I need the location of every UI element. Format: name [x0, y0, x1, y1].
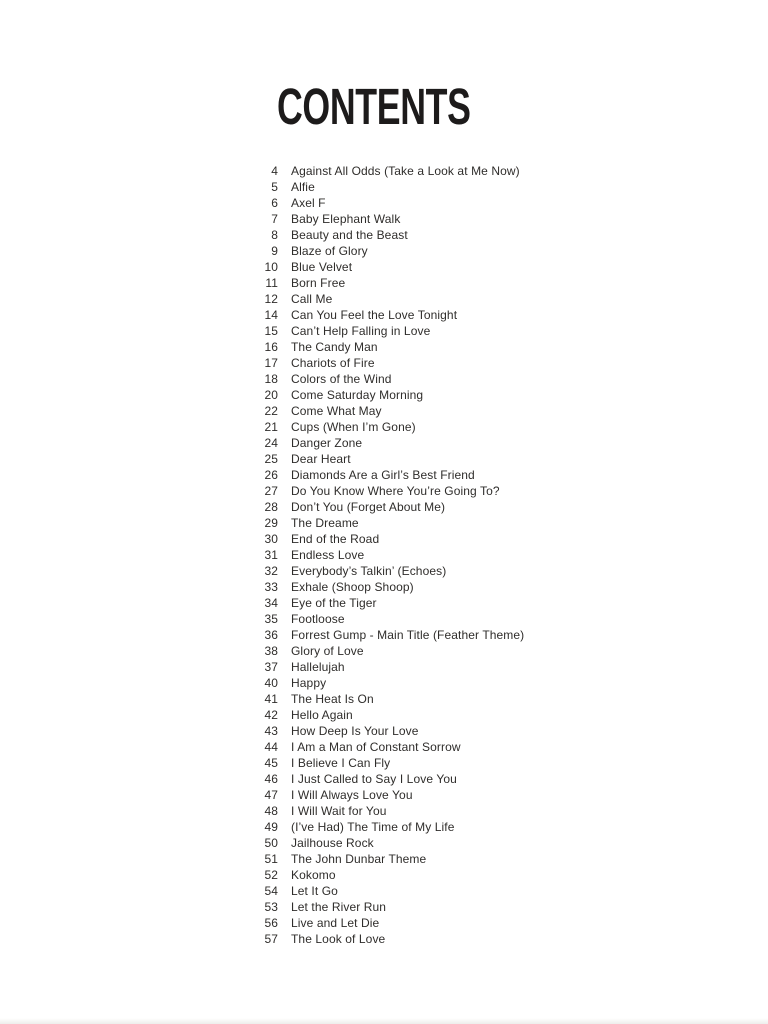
toc-entry-song-title: Against All Odds (Take a Look at Me Now) — [291, 164, 520, 178]
toc-entry-page-number: 21 — [264, 420, 278, 434]
toc-entry-song-title: Hello Again — [291, 708, 353, 722]
toc-entry-page-number: 11 — [265, 276, 278, 290]
toc-entry-song-title: I Believe I Can Fly — [291, 756, 391, 770]
toc-entry — [250, 435, 524, 451]
toc-entry — [250, 595, 524, 611]
toc-entry-song-title: Alfie — [291, 180, 315, 194]
toc-entry — [250, 643, 524, 659]
toc-entry-song-title: Baby Elephant Walk — [291, 212, 401, 226]
toc-entry — [250, 243, 524, 259]
toc-entry-page-number: 41 — [264, 692, 278, 706]
toc-entry-page-number: 45 — [264, 756, 278, 770]
toc-entry-page-number: 22 — [264, 404, 278, 418]
toc-entry — [250, 579, 524, 595]
toc-entry-page-number: 56 — [264, 916, 278, 930]
toc-entry-song-title: Call Me — [291, 292, 333, 306]
toc-entry-song-title: Jailhouse Rock — [291, 836, 374, 850]
toc-entry-song-title: Happy — [291, 676, 327, 690]
toc-entry — [250, 483, 524, 499]
toc-entry — [250, 627, 524, 643]
toc-entry — [250, 563, 524, 579]
toc-entry-page-number: 49 — [264, 820, 278, 834]
toc-entry — [250, 915, 524, 931]
toc-entry-song-title: Do You Know Where You’re Going To? — [291, 484, 500, 498]
toc-entry-song-title: I Am a Man of Constant Sorrow — [291, 740, 461, 754]
toc-entry — [250, 787, 524, 803]
toc-entry — [250, 227, 524, 243]
toc-entry-page-number: 51 — [264, 852, 278, 866]
toc-entry-page-number: 43 — [264, 724, 278, 738]
toc-entry — [250, 195, 524, 211]
toc-entry-song-title: Hallelujah — [291, 660, 345, 674]
toc-entry-song-title: Let It Go — [291, 884, 338, 898]
toc-entry-page-number: 25 — [264, 452, 278, 466]
toc-entry-page-number: 30 — [264, 532, 278, 546]
toc-entry-song-title: How Deep Is Your Love — [291, 724, 419, 738]
toc-entry — [250, 899, 524, 915]
toc-entry-song-title: Glory of Love — [291, 644, 364, 658]
toc-entry-song-title: Chariots of Fire — [291, 356, 375, 370]
toc-entry-page-number: 50 — [264, 836, 278, 850]
toc-entry — [250, 851, 524, 867]
toc-entry-page-number: 54 — [264, 884, 278, 898]
toc-entry — [250, 403, 524, 419]
toc-entry-song-title: Come What May — [291, 404, 382, 418]
toc-entry-song-title: Blaze of Glory — [291, 244, 368, 258]
toc-entry — [250, 291, 524, 307]
toc-entry-song-title: I Will Always Love You — [291, 788, 413, 802]
toc-entry-song-title: Colors of the Wind — [291, 372, 392, 386]
toc-entry — [250, 611, 524, 627]
toc-entry — [250, 211, 524, 227]
page-title: CONTENTS — [277, 78, 471, 135]
toc-entry-page-number: 36 — [264, 628, 278, 642]
toc-entry-page-number: 8 — [271, 228, 278, 242]
toc-entry — [250, 467, 524, 483]
toc-entry-page-number: 28 — [264, 500, 278, 514]
toc-entry-page-number: 12 — [264, 292, 278, 306]
toc-entry-song-title: The John Dunbar Theme — [291, 852, 427, 866]
toc-entry-song-title: Blue Velvet — [291, 260, 353, 274]
toc-entry — [250, 675, 524, 691]
toc-entry-page-number: 46 — [264, 772, 278, 786]
toc-entry — [250, 339, 524, 355]
toc-entry-page-number: 24 — [264, 436, 278, 450]
toc-entry-song-title: Danger Zone — [291, 436, 363, 450]
toc-entry — [250, 323, 524, 339]
toc-entry — [250, 771, 524, 787]
toc-entry — [250, 355, 524, 371]
toc-entry-page-number: 34 — [264, 596, 278, 610]
toc-entry-page-number: 37 — [264, 660, 278, 674]
toc-entry-page-number: 16 — [264, 340, 278, 354]
toc-entry-song-title: Eye of the Tiger — [291, 596, 377, 610]
toc-entry-page-number: 35 — [264, 612, 278, 626]
toc-entry-song-title: Endless Love — [291, 548, 365, 562]
toc-entry-song-title: Everybody’s Talkin’ (Echoes) — [291, 564, 447, 578]
toc-entry — [250, 515, 524, 531]
toc-entry — [250, 739, 524, 755]
toc-entry — [250, 547, 524, 563]
toc-entry-song-title: Forrest Gump - Main Title (Feather Theme) — [291, 628, 525, 642]
toc-entry-song-title: Let the River Run — [291, 900, 387, 914]
toc-entry — [250, 275, 524, 291]
toc-entry — [250, 867, 524, 883]
toc-entry-song-title: Beauty and the Beast — [291, 228, 408, 242]
toc-entry — [250, 707, 524, 723]
toc-entry-song-title: Footloose — [291, 612, 345, 626]
toc-entry-page-number: 7 — [271, 212, 278, 226]
toc-entry-song-title: End of the Road — [291, 532, 380, 546]
toc-entry — [250, 931, 524, 947]
toc-entry-song-title: Cups (When I’m Gone) — [291, 420, 416, 434]
toc-entry — [250, 835, 524, 851]
toc-entry-page-number: 44 — [264, 740, 278, 754]
toc-entry — [250, 499, 524, 515]
toc-entry-page-number: 48 — [264, 804, 278, 818]
toc-entry-page-number: 10 — [264, 260, 278, 274]
toc-entry-song-title: The Heat Is On — [291, 692, 374, 706]
toc-entry-page-number: 20 — [264, 388, 278, 402]
toc-entry-page-number: 38 — [264, 644, 278, 658]
toc-entry-page-number: 29 — [264, 516, 278, 530]
toc-entry — [250, 691, 524, 707]
toc-entry-page-number: 26 — [264, 468, 278, 482]
toc-entry-song-title: Live and Let Die — [291, 916, 380, 930]
toc-entry — [250, 755, 524, 771]
contents-list — [250, 163, 524, 947]
toc-entry — [250, 179, 524, 195]
toc-entry-page-number: 17 — [264, 356, 278, 370]
toc-entry-page-number: 31 — [264, 548, 278, 562]
toc-entry — [250, 723, 524, 739]
toc-entry — [250, 163, 524, 179]
toc-entry-page-number: 32 — [264, 564, 278, 578]
toc-entry-page-number: 6 — [271, 196, 278, 210]
toc-entry-song-title: Kokomo — [291, 868, 336, 882]
toc-entry — [250, 419, 524, 435]
toc-entry-song-title: I Just Called to Say I Love You — [291, 772, 457, 786]
toc-entry-song-title: Dear Heart — [291, 452, 351, 466]
toc-entry-song-title: The Look of Love — [291, 932, 386, 946]
toc-entry-page-number: 42 — [264, 708, 278, 722]
toc-entry — [250, 883, 524, 899]
toc-entry-song-title: (I’ve Had) The Time of My Life — [291, 820, 455, 834]
toc-entry-song-title: I Will Wait for You — [291, 804, 387, 818]
toc-entry-page-number: 15 — [264, 324, 278, 338]
toc-entry-song-title: The Dreame — [291, 516, 359, 530]
toc-entry — [250, 531, 524, 547]
toc-entry-page-number: 33 — [264, 580, 278, 594]
toc-entry-song-title: Exhale (Shoop Shoop) — [291, 580, 414, 594]
toc-entry-page-number: 53 — [264, 900, 278, 914]
toc-entry — [250, 819, 524, 835]
toc-entry-song-title: Born Free — [291, 276, 346, 290]
toc-entry-page-number: 9 — [271, 244, 278, 258]
toc-entry — [250, 371, 524, 387]
toc-entry — [250, 659, 524, 675]
toc-entry-page-number: 40 — [264, 676, 278, 690]
toc-entry-song-title: Diamonds Are a Girl’s Best Friend — [291, 468, 475, 482]
toc-entry-song-title: Come Saturday Morning — [291, 388, 424, 402]
toc-entry-page-number: 52 — [264, 868, 278, 882]
toc-entry — [250, 451, 524, 467]
toc-entry-page-number: 27 — [264, 484, 278, 498]
toc-entry-page-number: 4 — [271, 164, 278, 178]
toc-entry-song-title: Can You Feel the Love Tonight — [291, 308, 458, 322]
toc-entry-page-number: 18 — [264, 372, 278, 386]
toc-entry — [250, 259, 524, 275]
toc-entry-song-title: Axel F — [291, 196, 326, 210]
toc-entry-page-number: 47 — [264, 788, 278, 802]
toc-entry-song-title: Don’t You (Forget About Me) — [291, 500, 446, 514]
toc-entry — [250, 307, 524, 323]
toc-entry — [250, 803, 524, 819]
toc-entry-page-number: 57 — [264, 932, 278, 946]
toc-entry — [250, 387, 524, 403]
toc-entry-page-number: 5 — [271, 180, 278, 194]
toc-entry-song-title: The Candy Man — [291, 340, 378, 354]
toc-entry-page-number: 14 — [264, 308, 278, 322]
toc-entry-song-title: Can’t Help Falling in Love — [291, 324, 431, 338]
page-bottom-edge — [0, 1018, 768, 1024]
